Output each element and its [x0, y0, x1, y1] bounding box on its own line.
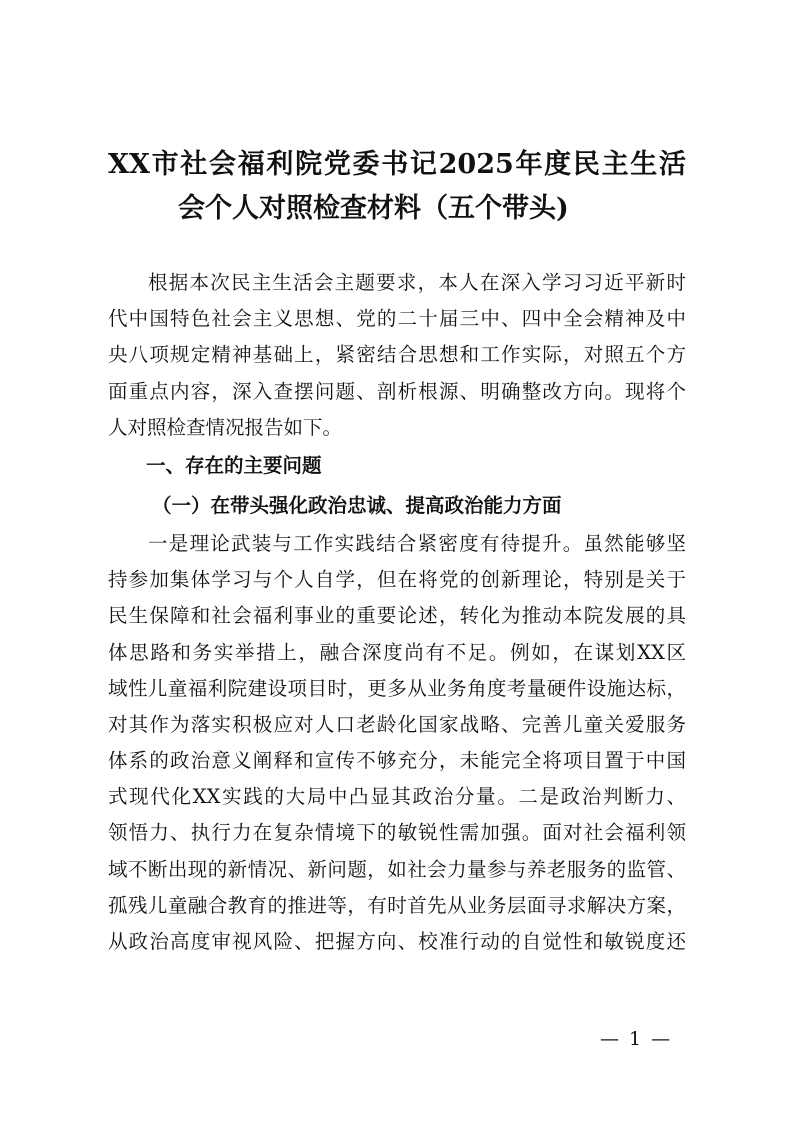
text-line: 域性儿童福利院建设项目时，更多从业务角度考量硬件设施达标，: [108, 676, 686, 700]
page-number: — 1 —: [600, 1028, 673, 1050]
text-line: 央八项规定精神基础上，紧密结合思想和工作实际，对照五个方: [108, 343, 686, 367]
document-body: [108, 265, 686, 960]
text-line: 一是理论武装与工作实践结合紧密度有待提升。虽然能够坚: [148, 531, 686, 555]
document-title-line-2: 会个人对照检查材料（五个带头): [178, 193, 569, 224]
text-line: 持参加集体学习与个人自学，但在将党的创新理论，特别是关于: [108, 568, 686, 592]
document-title-line-1: XX市社会福利院党委书记2025年度民主生活: [108, 149, 686, 180]
text-line: 体系的政治意义阐释和宣传不够充分，未能完全将项目置于中国: [108, 749, 686, 773]
intro-paragraph: [108, 265, 686, 446]
text-line: 从政治高度审视风险、把握方向、校准行动的自觉性和敏锐度还: [108, 930, 686, 953]
text-line: 孤残儿童融合教育的推进等，有时首先从业务层面寻求解决方案，: [108, 893, 686, 917]
text-line: 面重点内容，深入查摆问题、剖析根源、明确整改方向。现将个: [108, 379, 686, 403]
subsection-heading: （一）在带头强化政治忠诚、提高政治能力方面: [152, 493, 562, 517]
text-line: 民生保障和社会福利事业的重要论述，转化为推动本院发展的具: [108, 604, 686, 628]
text-line: 领悟力、执行力在复杂情境下的敏锐性需加强。面对社会福利领: [108, 821, 686, 845]
text-line: 域不断出现的新情况、新问题，如社会力量参与养老服务的监管、: [108, 857, 686, 881]
section-paragraph: [108, 526, 686, 960]
text-line: 对其作为落实积极应对人口老龄化国家战略、完善儿童关爱服务: [108, 712, 686, 736]
text-line: 根据本次民主生活会主题要求，本人在深入学习习近平新时: [148, 271, 686, 294]
text-line: 代中国特色社会主义思想、党的二十届三中、四中全会精神及中: [108, 307, 686, 331]
text-line: 体思路和务实举措上，融合深度尚有不足。例如，在谋划XX区: [108, 640, 686, 664]
section-heading: 一、存在的主要问题: [146, 453, 322, 477]
text-line: 式现代化XX实践的大局中凸显其政治分量。二是政治判断力、: [108, 785, 686, 809]
text-line: 人对照检查情况报告如下。: [108, 415, 343, 439]
